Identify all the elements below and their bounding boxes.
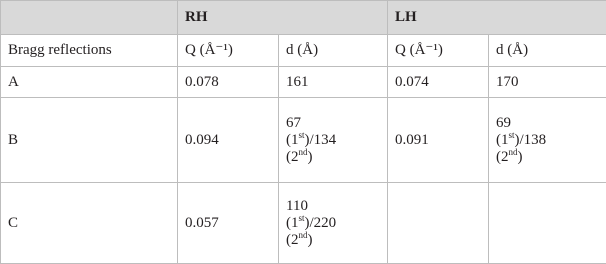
d-text: ) (307, 231, 313, 248)
d-text: (2 (496, 148, 509, 165)
d-text: )/134 (304, 131, 337, 148)
table-row-c (1, 183, 606, 264)
cell-lh-d (489, 98, 606, 183)
column-header-rh-q: Q (Å⁻¹) (178, 35, 279, 67)
cell-rh-d: 161 (279, 67, 388, 98)
d-text: (1 (286, 131, 299, 148)
cell-rh-d (279, 183, 388, 264)
cell-rh-q: 0.078 (178, 67, 279, 98)
row-label: A (1, 67, 178, 98)
d-line-3 (286, 146, 380, 166)
d-text: (1 (496, 131, 509, 148)
column-header-rh-d: d (Å) (279, 35, 388, 67)
cell-rh-q: 0.094 (178, 98, 279, 183)
row-label: B (1, 98, 178, 183)
table-row-a (1, 67, 606, 98)
cell-lh-d (489, 183, 606, 264)
d-text: (1 (286, 214, 299, 231)
cell-rh-q: 0.057 (178, 183, 279, 264)
column-header-lh-d: d (Å) (489, 35, 606, 67)
d-superscript: st (298, 129, 305, 140)
cell-lh-q: 0.074 (388, 67, 489, 98)
d-superscript: st (508, 129, 515, 140)
group-header-rh: RH (178, 1, 388, 35)
d-line-1: 110 (286, 197, 308, 214)
group-header-row (1, 1, 606, 35)
column-header-bragg: Bragg reflections (1, 35, 178, 67)
cell-lh-q: 0.091 (388, 98, 489, 183)
cell-rh-d (279, 98, 388, 183)
group-header-lh: LH (388, 1, 606, 35)
d-superscript: nd (508, 146, 518, 157)
d-superscript: nd (298, 146, 308, 157)
d-line-3 (496, 146, 599, 166)
d-text: )/220 (304, 214, 337, 231)
cell-lh-d: 170 (489, 67, 606, 98)
d-line-1: 69 (496, 114, 511, 131)
d-text: (2 (286, 148, 299, 165)
d-text: )/138 (514, 131, 547, 148)
d-superscript: nd (298, 229, 308, 240)
d-superscript: st (298, 212, 305, 223)
table-row-b (1, 98, 606, 183)
column-header-lh-q: Q (Å⁻¹) (388, 35, 489, 67)
d-line-1: 67 (286, 114, 301, 131)
d-text: ) (307, 148, 313, 165)
header-empty-cell (1, 1, 178, 35)
d-text: (2 (286, 231, 299, 248)
row-label: C (1, 183, 178, 264)
cell-lh-q (388, 183, 489, 264)
d-text: ) (517, 148, 523, 165)
d-line-3 (286, 229, 380, 249)
column-header-row (1, 35, 606, 67)
